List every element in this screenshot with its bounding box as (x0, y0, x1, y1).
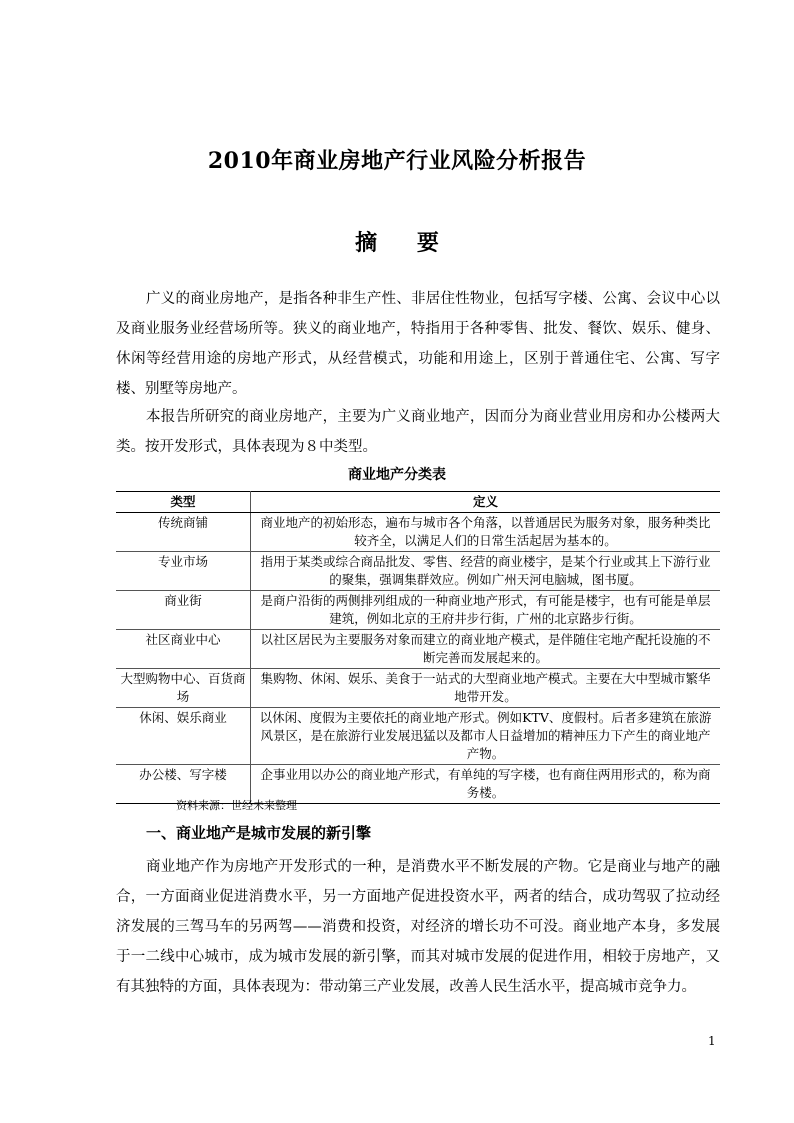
table-cell-definition: 以社区居民为主要服务对象而建立的商业地产模式，是伴随住宅地产配托设施的不断完善而发展起来的。 (251, 630, 721, 669)
table-cell-type: 传统商铺 (116, 513, 251, 552)
paragraph-section1: 商业地产作为房地产开发形式的一种，是消费水平不断发展的产物。它是商业与地产的融合，一方面商业促进消费水平，另一方面地产促进投资水平，两者的结合，成功驾驭了拉动经济发展的三驾马车的另两驾——消费和投资，对经济的增长功不可没。商业地产本身，多发展于一二线中心城市，成为城市发展的新引擎，而其对城市发展的促进作用，相较于房地产，又有其独特的方面，具体表现为：带动第三产业发展，改善人民生活水平，提高城市竞争力。 (116, 859, 720, 995)
table-cell-type: 休闲、娱乐商业 (116, 708, 251, 765)
table-cell-definition: 企事业用以办公的商业地产形式，有单纯的写字楼，也有商住两用形式的，称为商务楼。 (251, 765, 721, 804)
table-cell-type: 商业街 (116, 591, 251, 630)
table-row (116, 552, 720, 591)
table-row (116, 513, 720, 552)
table-header-definition: 定义 (251, 492, 721, 513)
table-row (116, 630, 720, 669)
page-number: 1 (708, 1034, 716, 1048)
table-cell-definition: 集购物、休闲、娱乐、美食于一站式的大型商业地产模式。主要在大中型城市繁华地带开发。 (251, 669, 721, 708)
table-row (116, 669, 720, 708)
table-cell-definition: 商业地产的初始形态，遍布与城市各个角落，以普通居民为服务对象，服务种类比较齐全，以满足人们的日常生活起居为基本的。 (251, 513, 721, 552)
table-cell-type: 大型购物中心、百货商场 (116, 669, 251, 708)
section-heading: 一、商业地产是城市发展的新引擎 (146, 824, 372, 842)
document-title: 2010年商业房地产行业风险分析报告 (207, 148, 587, 174)
table-cell-type: 办公楼、写字楼 (116, 765, 251, 804)
table-source-note: 资料来源：世经未来整理 (176, 799, 297, 812)
table-row (116, 708, 720, 765)
paragraph-definition: 广义的商业房地产，是指各种非生产性、非居住性物业，包括写字楼、公寓、会议中心以及商业服务业经营场所等。狭义的商业地产，特指用于各种零售、批发、餐饮、娱乐、健身、休闲等经营用途的房地产形式，从经营模式，功能和用途上，区别于普通住宅、公寓、写字楼、别墅等房地产。 (116, 291, 720, 397)
paragraph-scope: 本报告所研究的商业房地产，主要为广义商业地产，因而分为商业营业用房和办公楼两大类。按开发形式，具体表现为８中类型。 (116, 409, 720, 455)
table-row (116, 591, 720, 630)
table-cell-definition: 指用于某类或综合商品批发、零售、经营的商业楼宇，是某个行业或其上下游行业的聚集，强调集群效应。例如广州天河电脑城，图书厦。 (251, 552, 721, 591)
table-title: 商业地产分类表 (348, 467, 446, 483)
table-header-type: 类型 (116, 492, 251, 513)
table-cell-definition: 以休闲、度假为主要依托的商业地产形式。例如KTV、度假村。后者多建筑在旅游风景区，是在旅游行业发展迅猛以及都市人日益增加的精神压力下产生的商业地产产物。 (251, 708, 721, 765)
table-cell-type: 社区商业中心 (116, 630, 251, 669)
table-header-row (116, 492, 720, 513)
table-cell-definition: 是商户沿街的两侧排列组成的一种商业地产形式，有可能是楼宇，也有可能是单层建筑，例如北京的王府井步行街，广州的北京路步行街。 (251, 591, 721, 630)
table-cell-type: 专业市场 (116, 552, 251, 591)
abstract-heading: 摘 要 (355, 230, 455, 256)
classification-table (116, 491, 720, 804)
